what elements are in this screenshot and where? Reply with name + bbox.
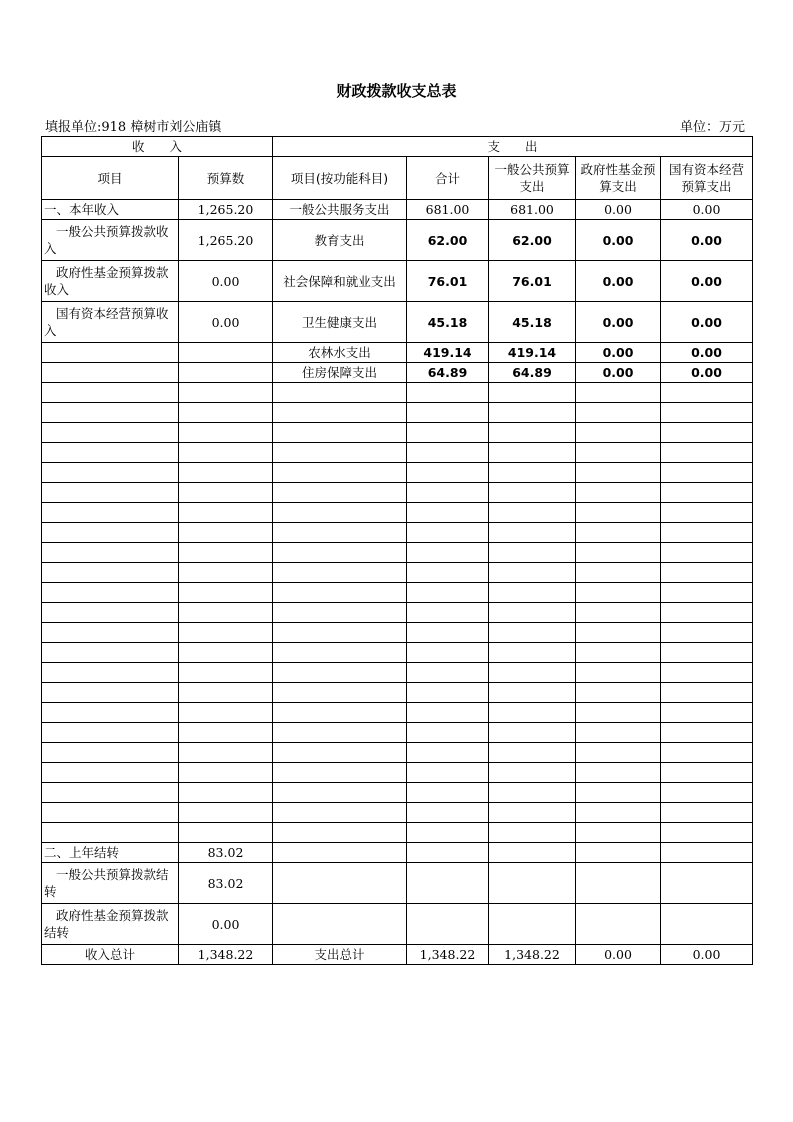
table-row	[42, 200, 753, 220]
empty-cell	[661, 563, 753, 583]
empty-row	[42, 563, 753, 583]
empty-cell	[273, 403, 407, 423]
empty-cell	[661, 703, 753, 723]
empty-cell	[42, 443, 179, 463]
empty-cell	[42, 663, 179, 683]
empty-cell	[42, 743, 179, 763]
expense-total-general: 1,348.22	[489, 945, 576, 965]
empty-cell	[179, 763, 273, 783]
empty-cell	[42, 603, 179, 623]
income-value	[179, 363, 273, 383]
income-item: 一、本年收入	[42, 200, 179, 220]
empty-cell	[273, 463, 407, 483]
empty-cell	[42, 803, 179, 823]
empty-cell	[179, 663, 273, 683]
empty-cell	[42, 463, 179, 483]
empty-row	[42, 483, 753, 503]
empty-cell	[407, 763, 489, 783]
col-header-item: 项目	[42, 157, 179, 200]
empty-cell	[273, 723, 407, 743]
empty-cell	[576, 803, 661, 823]
empty-cell	[576, 563, 661, 583]
empty-cell	[661, 663, 753, 683]
empty-cell	[489, 583, 576, 603]
expense-total-fund: 0.00	[576, 945, 661, 965]
carry-item: 政府性基金预算拨款结转	[42, 904, 179, 945]
empty-cell	[407, 463, 489, 483]
empty-cell	[576, 583, 661, 603]
empty-cell	[407, 723, 489, 743]
empty-cell	[273, 763, 407, 783]
empty-cell	[273, 523, 407, 543]
empty-cell	[273, 503, 407, 523]
expense-total-state: 0.00	[661, 945, 753, 965]
empty-cell	[576, 423, 661, 443]
empty-cell	[42, 583, 179, 603]
expense-section-header: 支 出	[273, 137, 753, 157]
empty-cell	[42, 703, 179, 723]
table-row	[42, 302, 753, 343]
empty-cell	[576, 603, 661, 623]
empty-cell	[179, 483, 273, 503]
empty-cell	[576, 643, 661, 663]
empty-cell	[407, 683, 489, 703]
section-header-row	[42, 137, 753, 157]
col-header-state: 国有资本经营预算支出	[661, 157, 753, 200]
empty-cell	[273, 603, 407, 623]
col-header-func-item: 项目(按功能科目)	[273, 157, 407, 200]
empty-cell	[407, 623, 489, 643]
empty-cell	[179, 543, 273, 563]
empty-row	[42, 683, 753, 703]
empty-cell	[179, 623, 273, 643]
empty-cell	[273, 643, 407, 663]
income-section-header: 收 入	[42, 137, 273, 157]
expense-state: 0.00	[661, 363, 753, 383]
empty-cell	[273, 823, 407, 843]
expense-general: 64.89	[489, 363, 576, 383]
empty-cell	[273, 743, 407, 763]
income-value: 0.00	[179, 302, 273, 343]
empty-cell	[407, 543, 489, 563]
table-row	[42, 363, 753, 383]
carry-item: 一般公共预算拨款结转	[42, 863, 179, 904]
empty-cell	[179, 503, 273, 523]
empty-rows	[42, 383, 753, 843]
empty-cell	[407, 523, 489, 543]
empty-cell	[407, 503, 489, 523]
income-item: 国有资本经营预算收入	[42, 302, 179, 343]
empty-cell	[42, 643, 179, 663]
empty-cell	[576, 683, 661, 703]
table-row	[42, 261, 753, 302]
empty-cell	[42, 543, 179, 563]
empty-cell	[576, 443, 661, 463]
col-header-total: 合计	[407, 157, 489, 200]
expense-total: 681.00	[407, 200, 489, 220]
expense-total: 76.01	[407, 261, 489, 302]
empty-cell	[576, 703, 661, 723]
empty-cell	[42, 783, 179, 803]
empty-row	[42, 663, 753, 683]
empty-cell	[179, 743, 273, 763]
empty-cell	[661, 383, 753, 403]
empty-cell	[489, 443, 576, 463]
empty-cell	[179, 603, 273, 623]
empty-cell	[576, 523, 661, 543]
table-row	[42, 863, 753, 904]
expense-total: 64.89	[407, 363, 489, 383]
empty-cell	[489, 743, 576, 763]
empty-cell	[489, 763, 576, 783]
income-item: 政府性基金预算拨款收入	[42, 261, 179, 302]
empty-cell	[489, 643, 576, 663]
empty-cell	[489, 563, 576, 583]
empty-cell	[576, 743, 661, 763]
empty-cell	[489, 523, 576, 543]
empty-cell	[179, 563, 273, 583]
empty-cell	[179, 823, 273, 843]
empty-cell	[576, 723, 661, 743]
empty-cell	[407, 603, 489, 623]
empty-cell	[576, 543, 661, 563]
empty-cell	[179, 803, 273, 823]
table-row	[42, 220, 753, 261]
empty-cell	[407, 423, 489, 443]
empty-cell	[489, 703, 576, 723]
table-row	[42, 343, 753, 363]
empty-cell	[179, 703, 273, 723]
empty-cell	[273, 703, 407, 723]
empty-cell	[179, 783, 273, 803]
empty-cell	[661, 623, 753, 643]
empty-cell	[661, 763, 753, 783]
income-item	[42, 343, 179, 363]
empty-cell	[179, 423, 273, 443]
empty-row	[42, 603, 753, 623]
empty-row	[42, 703, 753, 723]
empty-cell	[661, 603, 753, 623]
empty-row	[42, 823, 753, 843]
expense-total: 419.14	[407, 343, 489, 363]
empty-cell	[661, 503, 753, 523]
empty-cell	[661, 683, 753, 703]
empty-cell	[407, 563, 489, 583]
empty-cell	[407, 783, 489, 803]
empty-cell	[661, 423, 753, 443]
empty-cell	[661, 823, 753, 843]
empty-cell	[661, 543, 753, 563]
empty-cell	[179, 723, 273, 743]
expense-total-label: 支出总计	[273, 945, 407, 965]
empty-cell	[489, 683, 576, 703]
empty-cell	[273, 443, 407, 463]
empty-cell	[273, 563, 407, 583]
empty-cell	[179, 523, 273, 543]
empty-cell	[661, 463, 753, 483]
table-row	[42, 904, 753, 945]
expense-item: 一般公共服务支出	[273, 200, 407, 220]
empty-row	[42, 803, 753, 823]
empty-cell	[179, 403, 273, 423]
empty-cell	[273, 423, 407, 443]
empty-cell	[42, 623, 179, 643]
empty-cell	[179, 463, 273, 483]
col-header-budget: 预算数	[179, 157, 273, 200]
expense-general: 62.00	[489, 220, 576, 261]
empty-cell	[661, 583, 753, 603]
empty-cell	[661, 483, 753, 503]
carry-value: 0.00	[179, 904, 273, 945]
empty-cell	[489, 463, 576, 483]
carry-item: 二、上年结转	[42, 843, 179, 863]
empty-cell	[179, 583, 273, 603]
empty-cell	[489, 403, 576, 423]
empty-cell	[576, 463, 661, 483]
empty-cell	[661, 443, 753, 463]
carry-value: 83.02	[179, 863, 273, 904]
empty-cell	[273, 683, 407, 703]
empty-cell	[661, 783, 753, 803]
empty-row	[42, 443, 753, 463]
expense-general: 419.14	[489, 343, 576, 363]
expense-general: 45.18	[489, 302, 576, 343]
empty-cell	[661, 723, 753, 743]
empty-cell	[489, 803, 576, 823]
expense-state: 0.00	[661, 302, 753, 343]
empty-cell	[407, 743, 489, 763]
expense-state: 0.00	[661, 261, 753, 302]
empty-cell	[661, 523, 753, 543]
empty-row	[42, 583, 753, 603]
empty-cell	[273, 663, 407, 683]
empty-cell	[42, 503, 179, 523]
empty-cell	[661, 403, 753, 423]
empty-cell	[407, 483, 489, 503]
column-header-row	[42, 157, 753, 200]
empty-row	[42, 523, 753, 543]
empty-row	[42, 783, 753, 803]
empty-cell	[407, 803, 489, 823]
empty-cell	[576, 663, 661, 683]
expense-total: 45.18	[407, 302, 489, 343]
income-total-label: 收入总计	[42, 945, 179, 965]
empty-cell	[661, 743, 753, 763]
expense-state: 0.00	[661, 343, 753, 363]
currency-unit: 单位：万元	[679, 120, 745, 135]
empty-row	[42, 763, 753, 783]
income-total-value: 1,348.22	[179, 945, 273, 965]
expense-general: 681.00	[489, 200, 576, 220]
expense-fund: 0.00	[576, 302, 661, 343]
empty-cell	[407, 823, 489, 843]
expense-fund: 0.00	[576, 200, 661, 220]
empty-cell	[42, 423, 179, 443]
empty-cell	[576, 403, 661, 423]
empty-cell	[273, 783, 407, 803]
empty-cell	[273, 383, 407, 403]
empty-cell	[489, 623, 576, 643]
budget-summary-table	[41, 136, 753, 965]
income-item	[42, 363, 179, 383]
empty-cell	[273, 623, 407, 643]
empty-cell	[42, 683, 179, 703]
income-value: 0.00	[179, 261, 273, 302]
expense-fund: 0.00	[576, 261, 661, 302]
empty-cell	[42, 763, 179, 783]
empty-row	[42, 503, 753, 523]
empty-cell	[576, 483, 661, 503]
empty-cell	[179, 683, 273, 703]
expense-state: 0.00	[661, 200, 753, 220]
empty-cell	[273, 543, 407, 563]
empty-cell	[179, 643, 273, 663]
empty-cell	[489, 663, 576, 683]
empty-cell	[661, 803, 753, 823]
page-title: 财政拨款收支总表	[336, 82, 457, 100]
expense-fund: 0.00	[576, 363, 661, 383]
empty-cell	[576, 783, 661, 803]
empty-row	[42, 383, 753, 403]
empty-cell	[179, 443, 273, 463]
expense-item: 卫生健康支出	[273, 302, 407, 343]
empty-cell	[42, 723, 179, 743]
expense-general: 76.01	[489, 261, 576, 302]
col-header-general: 一般公共预算支出	[489, 157, 576, 200]
empty-cell	[489, 723, 576, 743]
expense-total: 62.00	[407, 220, 489, 261]
empty-row	[42, 723, 753, 743]
empty-cell	[489, 783, 576, 803]
empty-cell	[489, 543, 576, 563]
empty-cell	[489, 383, 576, 403]
expense-state: 0.00	[661, 220, 753, 261]
empty-cell	[576, 383, 661, 403]
empty-cell	[661, 643, 753, 663]
empty-cell	[273, 583, 407, 603]
empty-cell	[489, 823, 576, 843]
empty-row	[42, 463, 753, 483]
empty-row	[42, 543, 753, 563]
totals-row	[42, 945, 753, 965]
expense-item: 住房保障支出	[273, 363, 407, 383]
expense-fund: 0.00	[576, 343, 661, 363]
empty-cell	[42, 483, 179, 503]
empty-cell	[407, 703, 489, 723]
empty-cell	[42, 403, 179, 423]
income-value	[179, 343, 273, 363]
empty-cell	[407, 443, 489, 463]
empty-cell	[489, 603, 576, 623]
empty-cell	[407, 403, 489, 423]
col-header-fund: 政府性基金预算支出	[576, 157, 661, 200]
empty-cell	[407, 643, 489, 663]
empty-cell	[489, 503, 576, 523]
empty-cell	[42, 563, 179, 583]
empty-row	[42, 423, 753, 443]
expense-item: 农林水支出	[273, 343, 407, 363]
empty-cell	[273, 483, 407, 503]
empty-cell	[407, 383, 489, 403]
empty-cell	[576, 823, 661, 843]
expense-fund: 0.00	[576, 220, 661, 261]
empty-row	[42, 403, 753, 423]
empty-cell	[576, 623, 661, 643]
empty-cell	[489, 483, 576, 503]
empty-row	[42, 743, 753, 763]
empty-cell	[273, 803, 407, 823]
empty-row	[42, 643, 753, 663]
empty-cell	[42, 383, 179, 403]
carry-value: 83.02	[179, 843, 273, 863]
empty-cell	[179, 383, 273, 403]
empty-cell	[576, 503, 661, 523]
empty-row	[42, 623, 753, 643]
table-row	[42, 843, 753, 863]
empty-cell	[489, 423, 576, 443]
reporting-unit: 填报单位:918 樟树市刘公庙镇	[45, 120, 222, 135]
empty-cell	[576, 763, 661, 783]
empty-cell	[407, 663, 489, 683]
income-item: 一般公共预算拨款收入	[42, 220, 179, 261]
expense-total-sum: 1,348.22	[407, 945, 489, 965]
empty-cell	[407, 583, 489, 603]
expense-item: 教育支出	[273, 220, 407, 261]
empty-cell	[42, 523, 179, 543]
income-value: 1,265.20	[179, 220, 273, 261]
expense-item: 社会保障和就业支出	[273, 261, 407, 302]
empty-cell	[42, 823, 179, 843]
income-value: 1,265.20	[179, 200, 273, 220]
